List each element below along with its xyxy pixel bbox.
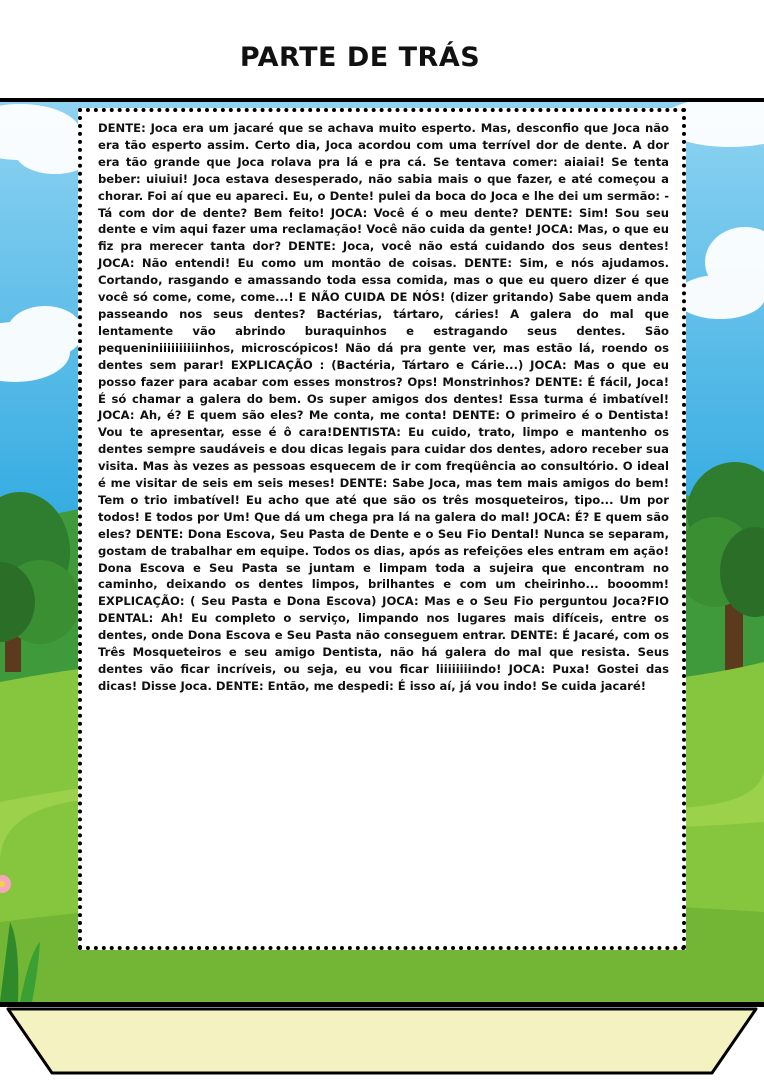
story-box <box>78 108 686 950</box>
fold-flap <box>0 1007 764 1080</box>
page-title: PARTE DE TRÁS <box>239 42 481 73</box>
story-text: DENTE: Joca era um jacaré que se achava muito esperto. Mas, desconfio que Joca não era tão esperto assim. Certo dia, Joca acordou com uma terrível dor de dente. A dor era tão grande que Joca rolava pra lá e pra cá. Se tentava comer: aiaiai! Se tenta beber: uiuiui! Joca estava desesperado, não sabia mais o que fazer, e até começou a chorar. Foi aí que eu apareci. Eu, o Dente! pulei da boca do Joca e lhe dei um sermão: - Tá com dor de dente? Bem feito! JOCA: Você é o meu dente? DENTE: Sim! Sou seu dente e vim aqui fazer uma reclamação! Você não cuida da gente! JOCA: Mas, o que eu fiz pra merecer tanta dor? DENTE: Joca, você não está cuidando dos seus dentes! JOCA: Não entendi! Eu como um montão de coisas. DENTE: Sim, e nós ajudamos. Cortando, rasgando e amassando toda essa comida, mas o que eu quero dizer é que você só come, come, come...! E NÃO CUIDA DE NÓS! (dizer gritando) Sabe quem anda passeando nos seus dentes? Bactérias, tártaro, cáries! A galera do mal que lentamente vão abrindo buraquinhos e estragando seus dentes. São pequeniniiiiiiiiiinhos, microscópicos! Não dá pra gente ver, mas estão lá, roendo os dentes sem parar! EXPLICAÇÃO : (Bactéria, Tártaro e Cárie...) JOCA: Mas o que eu posso fazer para acabar com esses monstros? Ops! Monstrinhos? DENTE: É fácil, Joca! É só chamar a galera do bem. Os super amigos dos dentes! Essa turma é imbatível! JOCA: Ah, é? E quem são eles? Me conta, me conta! DENTE: O primeiro é o Dentista! Vou te apresentar, esse é ô cara!DENTISTA: Eu cuido, trato, limpo e mantenho os dentes sempre saudáveis e dou dicas legais para cuidar dos dentes, adoro receber sua visita. Mas às vezes as pessoas esquecem de ir com freqüência ao consultório. O ideal é me visitar de seis em seis meses! DENTE: Sabe Joca, mas tem mais amigos do bem! Tem o trio imbatível! Eu acho que até que são os três mosqueteiros, tipo... Um por todos! E todos por Um! Que dá um chega pra lá na galera do mal! JOCA: É? E quem são eles? DENTE: Dona Escova, Seu Pasta de Dente e o Seu Fio Dental! Nunca se separam, gostam de trabalhar em equipe. Todos os dias, após as refeições eles entram em ação! Dona Escova e Seu Pasta se juntam e limpam toda a sujeira que encontram no caminho, deixando os dentes limpos, brilhantes e com um cheirinho... booomm! EXPLICAÇÃO: ( Seu Pasta e Dona Escova) JOCA: Mas e o Seu Fio perguntou Joca?FIO DENTAL: Ah! Eu completo o serviço, limpando nos lugares mais difíceis, entre os dentes, onde Dona Escova e Seu Pasta não conseguem entrar. DENTE: É Jacaré, com os Três Mosqueteiros e seu amigo Dentista, não há galera do mal que resista. Seus dentes vão ficar incríveis, ou seja, eu vou ficar liiiiiiiindo! JOCA: Puxa! Gostei das dicas! Disse Joca. DENTE: Então, me despedi: É isso aí, já vou indo! Se cuida jacaré! <box>98 121 669 693</box>
